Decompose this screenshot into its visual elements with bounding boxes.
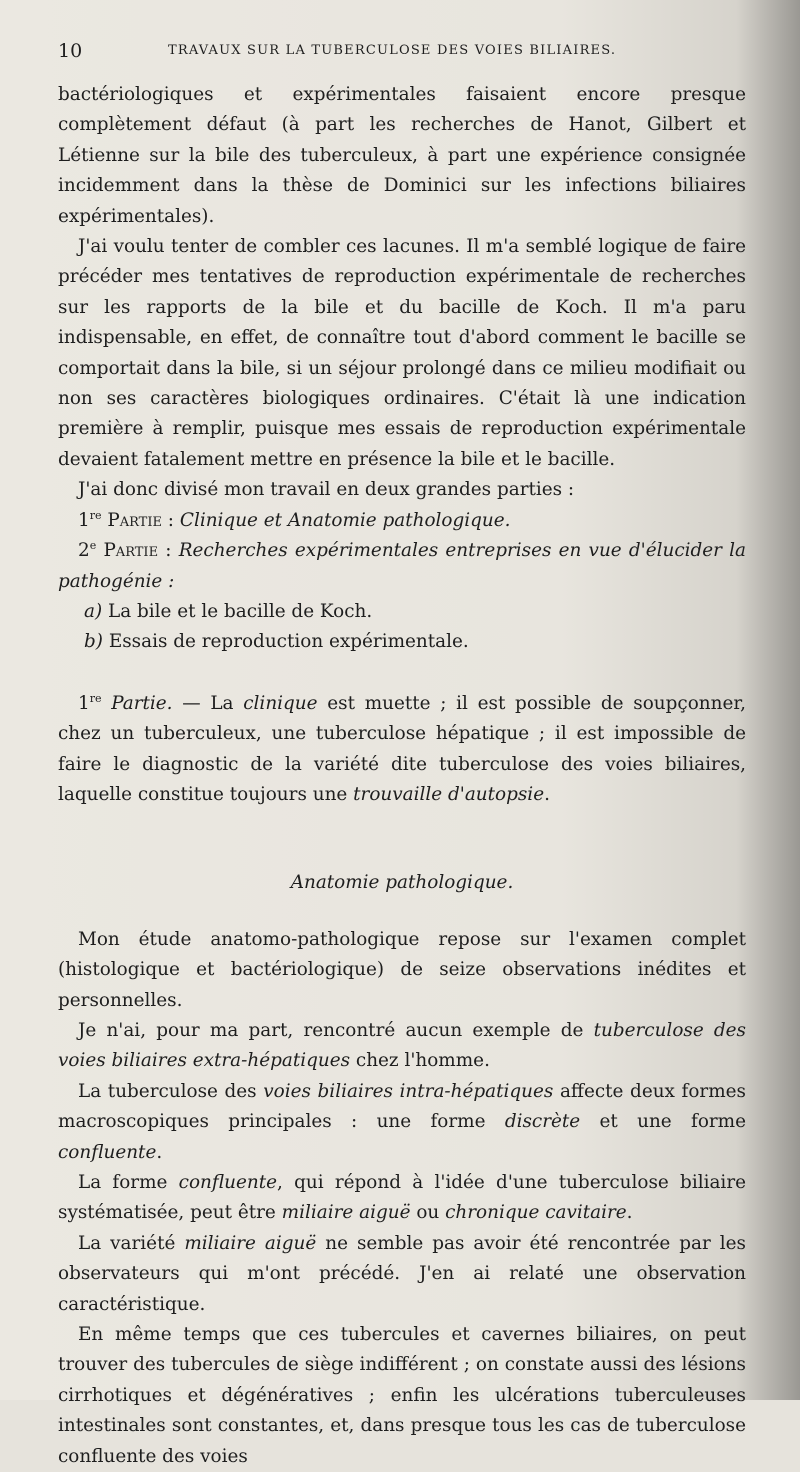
italic-run: miliaire aiguë	[184, 1232, 317, 1254]
text-run: et une forme	[599, 1111, 746, 1133]
paragraph: En même temps que ces tubercules et cavernes biliaires, on peut trouver des tubercules de siège indifférent ; on constate aussi des lésions cirrhotiques et dégénératives ; enfin les ulcérations tuberculeuses intestinales sont constantes, et, dans presque tous les cas de tuberculose confluente des voies	[58, 1324, 746, 1467]
italic-run: confluente	[178, 1172, 278, 1193]
ordinal-suffix: re	[89, 508, 102, 522]
part-one-line	[58, 506, 746, 536]
text-run: La forme	[78, 1172, 168, 1193]
italic-run: miliaire aiguë	[281, 1202, 411, 1224]
running-title: TRAVAUX SUR LA TUBERCULOSE DES VOIES BILIAIRES.	[168, 43, 617, 58]
paragraph: Mon étude anatomo-pathologique repose sur l'examen complet (histologique et bactériologique) de seize observations inédites et personnelles.	[58, 928, 746, 1011]
paragraph: J'ai donc divisé mon travail en deux grandes parties :	[78, 479, 575, 501]
list-label: a)	[84, 600, 103, 622]
paragraph	[58, 1016, 746, 1077]
text-run: .	[626, 1202, 633, 1224]
page-number: 10	[58, 40, 83, 62]
part-label: Partie.	[111, 692, 173, 714]
text-run: La tuberculose des	[78, 1080, 257, 1102]
paragraph	[58, 1168, 746, 1229]
italic-run: tuberculose des voies biliaires extra-hépatiques	[58, 1019, 746, 1072]
paragraph: J'ai voulu tenter de combler ces lacunes. Il m'a semblé logique de faire précéder mes tentatives de reproduction expérimentale de recherches sur les rapports de la bile et du bacille de Koch. Il m'a paru indispensable, en effet, de connaître tout d'abord comment le bacille se comportait dans la bile, si un séjour prolongé dans ce milieu modifiait ou non ses caractères biologiques ordinaires. C'était là une indication première à remplir, puisque mes essais de reproduction expérimentale devaient fatalement mettre en présence la bile et le bacille.	[58, 236, 746, 470]
text-run: La variété	[78, 1232, 176, 1254]
list-label: b)	[84, 631, 103, 653]
text-run: affecte deux formes macroscopiques principales : une forme	[58, 1080, 746, 1133]
part-title: Clinique et Anatomie pathologique.	[179, 509, 511, 531]
text-run: ou	[416, 1202, 440, 1224]
text-run: .	[156, 1141, 163, 1163]
text-run: ne semble pas avoir été rencontrée par les observateurs qui m'ont précédé. J'en ai relaté une observation caractéristique.	[58, 1232, 746, 1315]
part-label: Partie :	[107, 509, 175, 531]
running-head	[58, 40, 758, 66]
part-number: 2	[78, 540, 90, 562]
body-text	[58, 80, 746, 1472]
list-text: Essais de reproduction expérimentale.	[108, 631, 469, 653]
text-run: chez l'homme.	[355, 1050, 490, 1072]
italic-run: chronique cavitaire	[445, 1202, 627, 1224]
section-heading: Anatomie pathologique.	[290, 872, 514, 894]
list-text: La bile et le bacille de Koch.	[108, 600, 373, 622]
text-run: , qui répond à l'idée d'une tuberculose biliaire systématisée, peut être	[58, 1172, 746, 1224]
list-item	[58, 627, 746, 657]
part-label: Partie :	[103, 540, 172, 562]
paragraph	[58, 1077, 746, 1168]
paragraph: bactériologiques et expérimentales faisaient encore presque complètement défaut (à part les recherches de Hanot, Gilbert et Létienne sur la bile des tuberculeux, à part une expérience consignée incidemment dans la thèse de Dominici sur les infections biliaires expérimentales).	[58, 84, 746, 227]
text-run: .	[544, 783, 550, 805]
italic-run: voies biliaires intra-hépatiques	[263, 1080, 554, 1102]
text-run: Je n'ai, pour ma part, rencontré aucun exemple de	[78, 1019, 584, 1041]
italic-run: discrète	[504, 1111, 581, 1133]
paragraph	[58, 1229, 746, 1320]
ordinal-suffix: e	[89, 538, 97, 552]
paragraph	[58, 689, 746, 811]
italic-run: confluente	[58, 1141, 157, 1163]
text-run: — La	[182, 692, 234, 714]
part-number: 1	[78, 692, 90, 714]
part-two-line	[58, 536, 746, 597]
ordinal-suffix: re	[89, 691, 102, 705]
list-item	[58, 597, 746, 627]
italic-run: trouvaille d'autopsie	[353, 783, 545, 805]
part-title: Recherches expérimentales entreprises en vue d'élucider la pathogénie :	[58, 540, 746, 592]
italic-run: clinique	[243, 692, 318, 714]
part-number: 1	[78, 509, 90, 531]
text-run: est muette ; il est possible de soupçonner, chez un tuberculeux, une tuberculose hépatique ; il est impossible de faire le diagnostic de la variété dite tuberculose des voies biliaires, laquelle constitue toujours une	[58, 692, 746, 805]
